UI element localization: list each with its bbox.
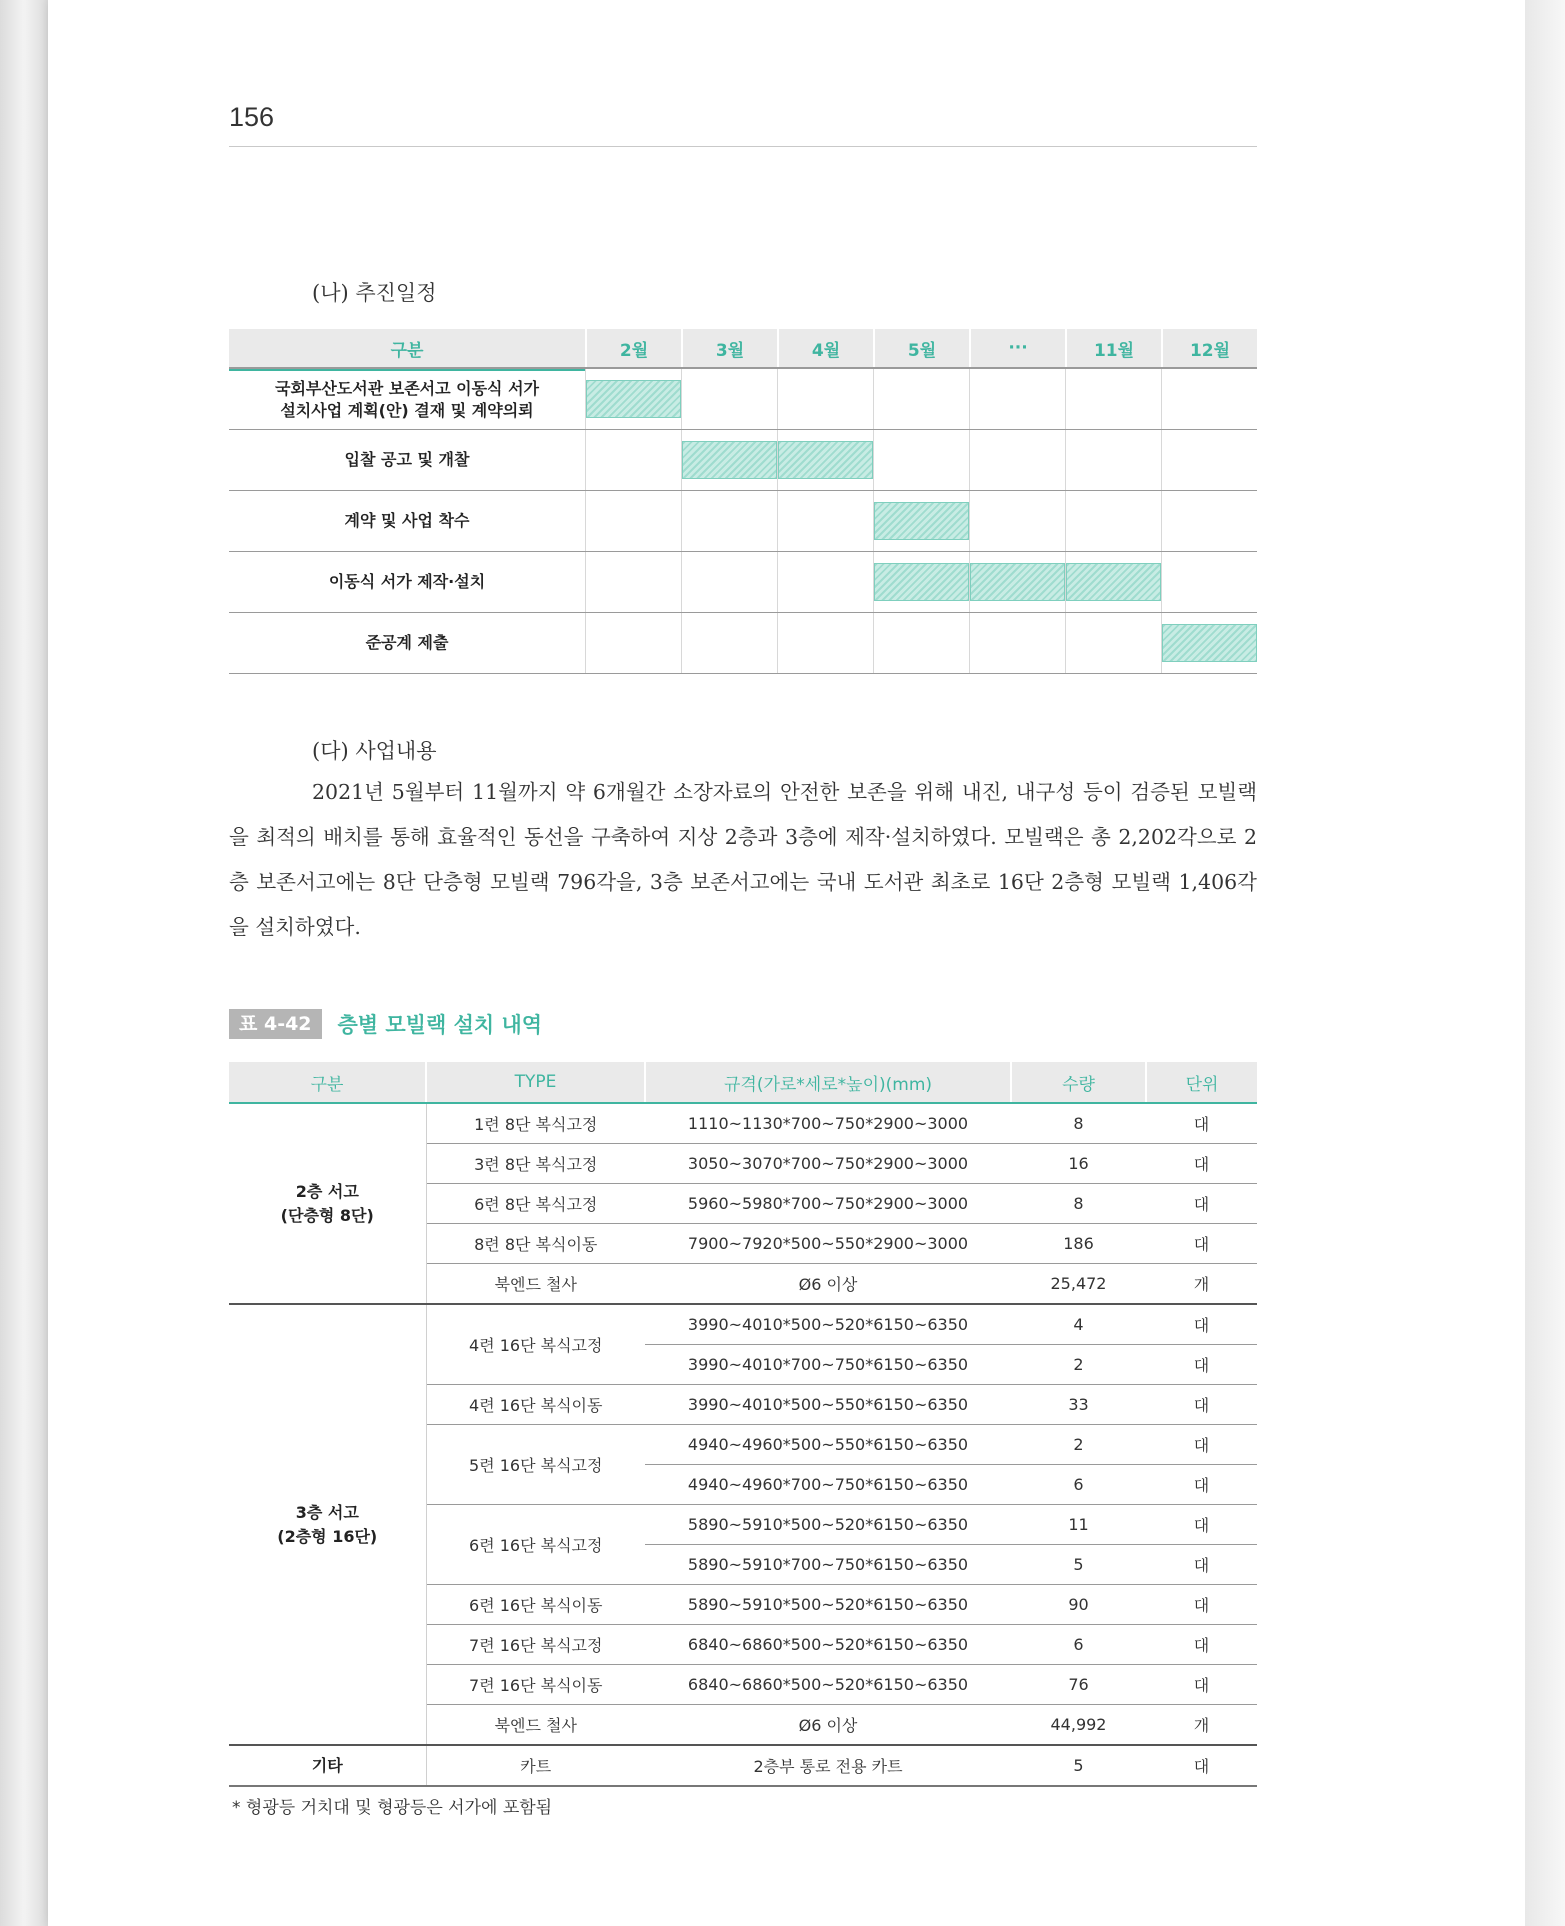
gantt-cell xyxy=(1065,613,1161,673)
gantt-cell xyxy=(873,369,969,429)
table-row xyxy=(229,1103,1257,1144)
gantt-cell xyxy=(585,430,681,490)
table-number-badge: 표 4-42 xyxy=(229,1009,322,1039)
qty-cell: 5 xyxy=(1011,1545,1146,1585)
type-cell: 1련 8단 복식고정 xyxy=(426,1103,645,1144)
table-footnote: * 형광등 거치대 및 형광등은 서가에 포함됨 xyxy=(232,1798,553,1818)
gantt-bar xyxy=(874,563,969,601)
gantt-cell xyxy=(1065,552,1161,612)
business-paragraph-text: 2021년 5월부터 11월까지 약 6개월간 소장자료의 안전한 보존을 위해 내진, 내구성 등이 검증된 모빌랙을 최적의 배치를 통해 효율적인 동선을 구축하여 지상 2층과 3층에 제작·설치하였다. 모빌랙은 총 2,202각으로 2층 보존서고에는 8단 단층형 모빌랙 796각을, 3층 보존서고에는 국내 도서관 최초로 16단 2층형 모빌랙 1,406각을 설치하였다. xyxy=(229,780,1257,939)
type-cell: 카트 xyxy=(426,1745,645,1786)
qty-cell: 90 xyxy=(1011,1585,1146,1625)
spec-cell: 3990~4010*500~520*6150~6350 xyxy=(645,1304,1011,1345)
table-row xyxy=(229,1745,1257,1786)
gantt-bar xyxy=(1162,624,1257,662)
qty-cell: 16 xyxy=(1011,1144,1146,1184)
spec-cell: 5890~5910*500~520*6150~6350 xyxy=(645,1505,1011,1545)
gantt-cell xyxy=(681,491,777,551)
page-number: 156 xyxy=(229,102,275,132)
spec-cell: 3990~4010*700~750*6150~6350 xyxy=(645,1345,1011,1385)
gantt-cell xyxy=(1065,369,1161,429)
table-caption xyxy=(229,1009,542,1039)
gantt-cell xyxy=(1161,369,1257,429)
gantt-cell xyxy=(585,552,681,612)
gantt-month-header: 12월 xyxy=(1161,329,1257,367)
unit-cell: 개 xyxy=(1146,1264,1257,1305)
qty-cell: 8 xyxy=(1011,1184,1146,1224)
unit-cell: 대 xyxy=(1146,1144,1257,1184)
gantt-cell xyxy=(585,613,681,673)
gantt-cell xyxy=(1161,491,1257,551)
table-title: 층별 모빌랙 설치 내역 xyxy=(337,1013,543,1037)
installation-table xyxy=(229,1062,1257,1787)
gantt-cell xyxy=(873,430,969,490)
gantt-cell xyxy=(681,552,777,612)
gantt-bar xyxy=(1066,563,1161,601)
schedule-gantt-table xyxy=(229,329,1257,674)
gantt-cell xyxy=(969,430,1065,490)
gantt-cell xyxy=(873,613,969,673)
gantt-row xyxy=(229,491,1257,552)
unit-cell: 대 xyxy=(1146,1505,1257,1545)
col-header-qty: 수량 xyxy=(1011,1062,1146,1103)
gantt-cell xyxy=(1161,430,1257,490)
group-label: 2층 서고 (단층형 8단) xyxy=(229,1103,426,1304)
gantt-bar xyxy=(970,563,1065,601)
unit-cell: 개 xyxy=(1146,1705,1257,1746)
qty-cell: 186 xyxy=(1011,1224,1146,1264)
gantt-cell xyxy=(681,430,777,490)
schedule-heading: (나) 추진일정 xyxy=(312,281,437,305)
group-label: 3층 서고 (2층형 16단) xyxy=(229,1304,426,1745)
gantt-cell xyxy=(1161,552,1257,612)
spec-cell: 1110~1130*700~750*2900~3000 xyxy=(645,1103,1011,1144)
spec-cell: 3990~4010*500~550*6150~6350 xyxy=(645,1385,1011,1425)
qty-cell: 76 xyxy=(1011,1665,1146,1705)
spec-cell: 4940~4960*700~750*6150~6350 xyxy=(645,1465,1011,1505)
qty-cell: 2 xyxy=(1011,1425,1146,1465)
gantt-task-label: 국회부산도서관 보존서고 이동식 서가 설치사업 계획(안) 결재 및 계약의뢰 xyxy=(229,369,585,429)
qty-cell: 25,472 xyxy=(1011,1264,1146,1305)
gantt-month-header: 3월 xyxy=(681,329,777,367)
gantt-cell xyxy=(777,369,873,429)
gantt-cell xyxy=(969,613,1065,673)
gantt-cell xyxy=(585,491,681,551)
business-heading: (다) 사업내용 xyxy=(312,739,437,763)
qty-cell: 2 xyxy=(1011,1345,1146,1385)
spec-cell: 5890~5910*700~750*6150~6350 xyxy=(645,1545,1011,1585)
gantt-bar xyxy=(874,502,969,540)
spec-cell: Ø6 이상 xyxy=(645,1705,1011,1746)
gantt-cell xyxy=(777,430,873,490)
gantt-cell xyxy=(969,491,1065,551)
gantt-cell xyxy=(1065,491,1161,551)
qty-cell: 11 xyxy=(1011,1505,1146,1545)
gantt-cell xyxy=(777,552,873,612)
business-paragraph xyxy=(229,770,1257,950)
gantt-row xyxy=(229,369,1257,430)
gantt-cell xyxy=(969,369,1065,429)
gantt-row xyxy=(229,613,1257,674)
unit-cell: 대 xyxy=(1146,1625,1257,1665)
type-cell: 5련 16단 복식고정 xyxy=(426,1425,645,1505)
qty-cell: 8 xyxy=(1011,1103,1146,1144)
gantt-bar xyxy=(586,380,681,418)
unit-cell: 대 xyxy=(1146,1103,1257,1144)
gantt-month-header: 11월 xyxy=(1065,329,1161,367)
table-row xyxy=(229,1304,1257,1345)
qty-cell: 4 xyxy=(1011,1304,1146,1345)
col-header-category: 구분 xyxy=(229,1062,426,1103)
qty-cell: 6 xyxy=(1011,1625,1146,1665)
gantt-cell xyxy=(777,491,873,551)
spec-cell: 5960~5980*700~750*2900~3000 xyxy=(645,1184,1011,1224)
spec-cell: 4940~4960*500~550*6150~6350 xyxy=(645,1425,1011,1465)
qty-cell: 5 xyxy=(1011,1745,1146,1786)
gantt-cell xyxy=(585,369,681,429)
type-cell: 북엔드 철사 xyxy=(426,1705,645,1746)
type-cell: 8련 8단 복식이동 xyxy=(426,1224,645,1264)
type-cell: 6련 8단 복식고정 xyxy=(426,1184,645,1224)
spec-cell: 5890~5910*500~520*6150~6350 xyxy=(645,1585,1011,1625)
group-label: 기타 xyxy=(229,1745,426,1786)
gantt-header xyxy=(229,329,1257,369)
gantt-row xyxy=(229,552,1257,613)
spec-cell: 7900~7920*500~550*2900~3000 xyxy=(645,1224,1011,1264)
type-cell: 6련 16단 복식이동 xyxy=(426,1585,645,1625)
unit-cell: 대 xyxy=(1146,1465,1257,1505)
qty-cell: 6 xyxy=(1011,1465,1146,1505)
type-cell: 4련 16단 복식고정 xyxy=(426,1304,645,1385)
gantt-month-header: 5월 xyxy=(873,329,969,367)
unit-cell: 대 xyxy=(1146,1304,1257,1345)
unit-cell: 대 xyxy=(1146,1745,1257,1786)
gantt-bar xyxy=(682,441,777,479)
spec-cell: 2층부 통로 전용 카트 xyxy=(645,1745,1011,1786)
gantt-cell xyxy=(873,552,969,612)
col-header-unit: 단위 xyxy=(1146,1062,1257,1103)
unit-cell: 대 xyxy=(1146,1665,1257,1705)
gantt-cell xyxy=(873,491,969,551)
gantt-cell xyxy=(681,613,777,673)
unit-cell: 대 xyxy=(1146,1184,1257,1224)
unit-cell: 대 xyxy=(1146,1585,1257,1625)
unit-cell: 대 xyxy=(1146,1545,1257,1585)
page-right-shadow xyxy=(1525,0,1565,1926)
gantt-row xyxy=(229,430,1257,491)
gantt-month-header: ··· xyxy=(969,329,1065,367)
col-header-type: TYPE xyxy=(426,1062,645,1103)
col-header-spec: 규격(가로*세로*높이)(mm) xyxy=(645,1062,1011,1103)
gantt-cell xyxy=(1161,613,1257,673)
gantt-task-label: 계약 및 사업 착수 xyxy=(344,511,470,530)
gantt-month-header: 4월 xyxy=(777,329,873,367)
spec-cell: 3050~3070*700~750*2900~3000 xyxy=(645,1144,1011,1184)
qty-cell: 44,992 xyxy=(1011,1705,1146,1746)
header-rule xyxy=(229,146,1257,147)
spec-cell: 6840~6860*500~520*6150~6350 xyxy=(645,1665,1011,1705)
table-header-row xyxy=(229,1062,1257,1103)
unit-cell: 대 xyxy=(1146,1345,1257,1385)
type-cell: 7련 16단 복식이동 xyxy=(426,1665,645,1705)
type-cell: 7련 16단 복식고정 xyxy=(426,1625,645,1665)
gantt-cell xyxy=(777,613,873,673)
unit-cell: 대 xyxy=(1146,1385,1257,1425)
type-cell: 북엔드 철사 xyxy=(426,1264,645,1305)
type-cell: 6련 16단 복식고정 xyxy=(426,1505,645,1585)
gantt-cell xyxy=(969,552,1065,612)
spec-cell: 6840~6860*500~520*6150~6350 xyxy=(645,1625,1011,1665)
gantt-task-label: 입찰 공고 및 개찰 xyxy=(344,450,470,469)
qty-cell: 33 xyxy=(1011,1385,1146,1425)
type-cell: 4련 16단 복식이동 xyxy=(426,1385,645,1425)
gantt-task-label: 이동식 서가 제작·설치 xyxy=(328,572,486,591)
type-cell: 3련 8단 복식고정 xyxy=(426,1144,645,1184)
gantt-task-label: 준공계 제출 xyxy=(365,633,449,652)
gantt-cell xyxy=(681,369,777,429)
gantt-bar xyxy=(778,441,873,479)
unit-cell: 대 xyxy=(1146,1425,1257,1465)
spec-cell: Ø6 이상 xyxy=(645,1264,1011,1305)
unit-cell: 대 xyxy=(1146,1224,1257,1264)
gantt-month-header: 2월 xyxy=(585,329,681,367)
gantt-header-label: 구분 xyxy=(390,340,424,361)
gantt-cell xyxy=(1065,430,1161,490)
